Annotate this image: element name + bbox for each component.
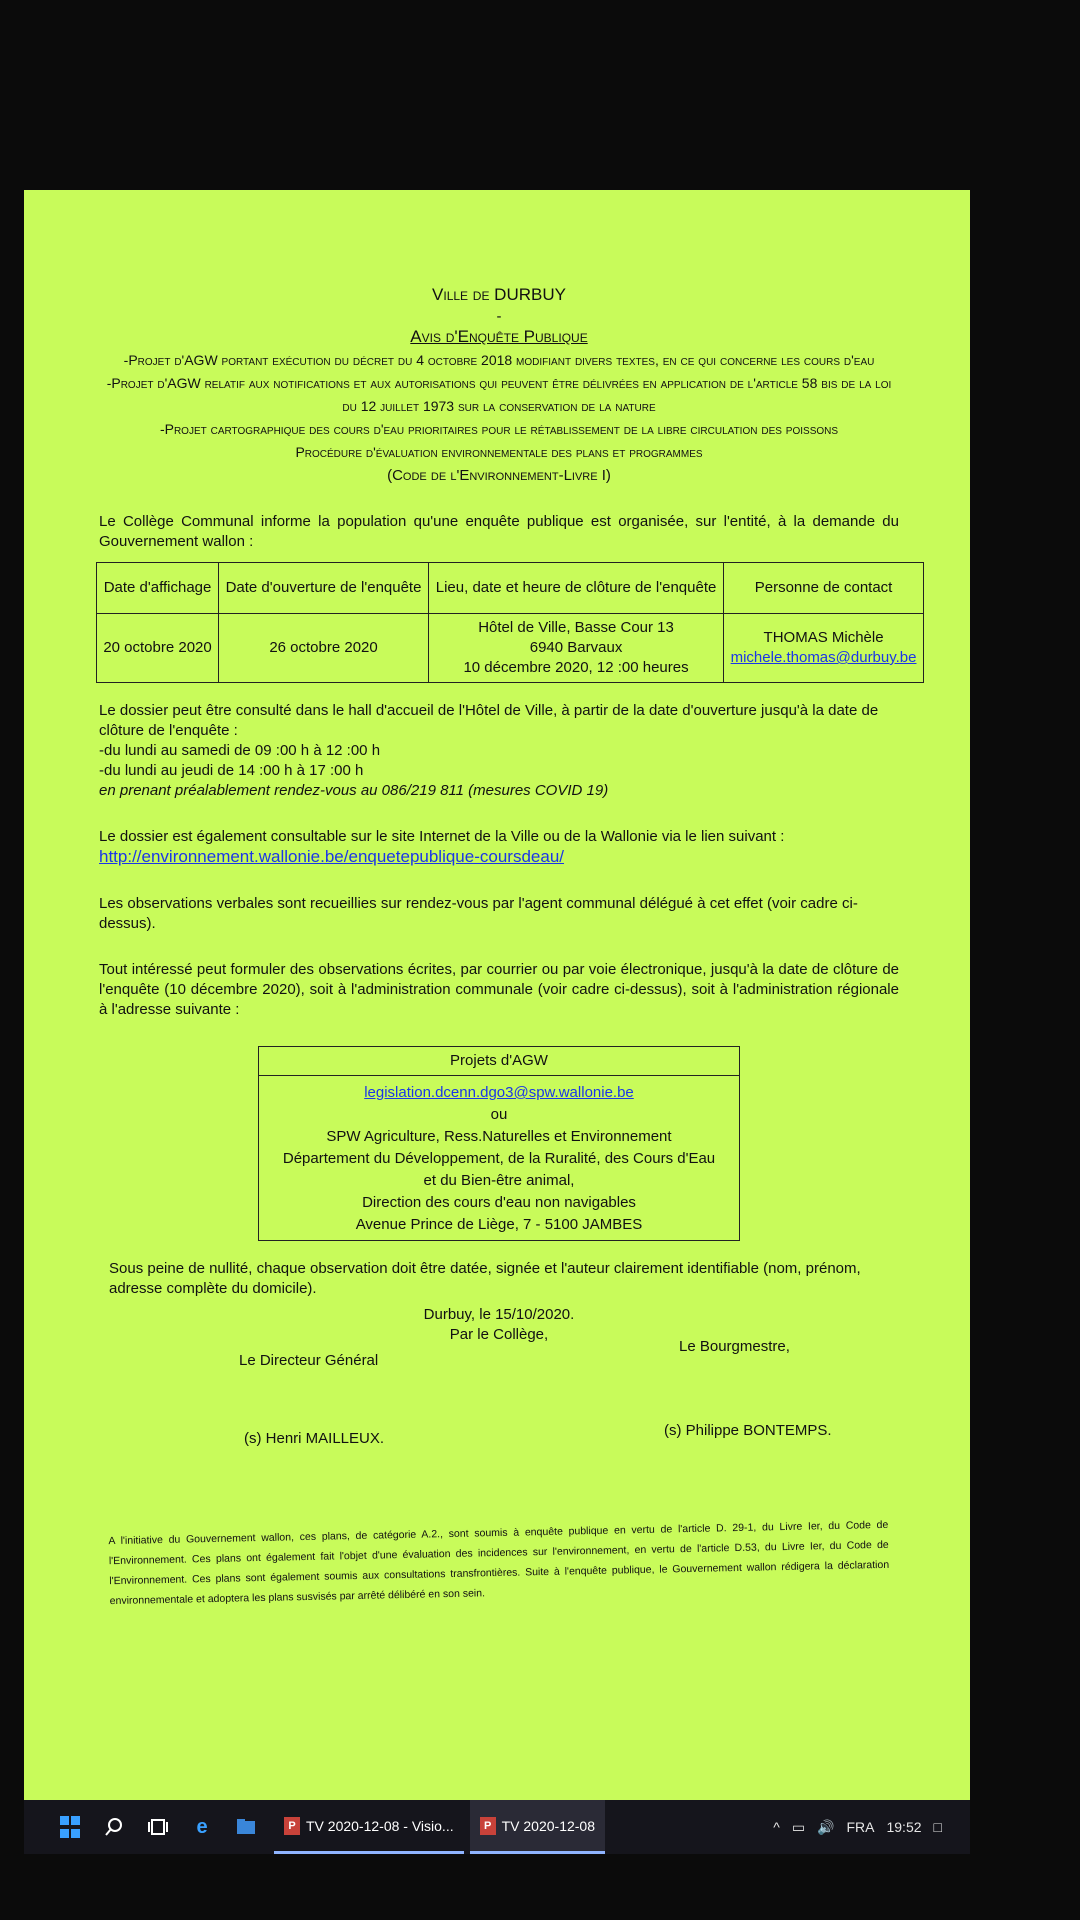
header-display-date: Date d'affichage — [97, 563, 219, 614]
public-notice-document — [99, 285, 917, 1608]
taskbar-app-presentation[interactable] — [470, 1800, 605, 1854]
agw-or: ou — [490, 1106, 508, 1123]
verbal-observations: Les observations verbales sont recueillies sur rendez-vous par l'agent communal délégué à cet effet (voir cadre ci-dessus). — [99, 895, 858, 932]
clock[interactable]: 19:52 — [886, 1819, 922, 1835]
agw-line-5: Avenue Prince de Liège, 7 - 5100 JAMBES — [355, 1216, 643, 1233]
hours-line-2: -du lundi au jeudi de 14 :00 h à 17 :00 h — [99, 762, 364, 779]
display-date: 20 octobre 2020 — [97, 614, 219, 683]
town-name: Ville de DURBUY — [432, 285, 566, 304]
director-title: Le Directeur Général — [239, 1352, 379, 1369]
procedure-line: Procédure d'évaluation environnementale des plans et programmes — [295, 444, 703, 460]
agw-box-title: Projets d'AGW — [259, 1047, 739, 1076]
notifications-icon[interactable]: □ — [933, 1819, 942, 1835]
agw-line-3: et du Bien-être animal, — [423, 1172, 575, 1189]
written-observations: Tout intéressé peut formuler des observations écrites, par courrier ou par voie électronique, jusqu'à la date de clôture de l'enquête (10 décembre 2020), soit à l'administration communale (voir cadre ci-dessus), soit à l'administration régionale à l'adresse suivante : — [99, 961, 899, 1018]
mayor-title: Le Bourgmestre, — [679, 1338, 790, 1355]
agw-line-1: SPW Agriculture, Ress.Naturelles et Environnement — [326, 1128, 672, 1145]
title-dash: - — [496, 308, 502, 325]
agw-line-2: Département du Développement, de la Ruralité, des Cours d'Eau — [282, 1150, 716, 1167]
hours-line-1: -du lundi au samedi de 09 :00 h à 12 :00 h — [99, 742, 381, 759]
windows-icon[interactable] — [58, 1815, 82, 1839]
search-icon[interactable] — [102, 1815, 126, 1839]
appointment-line: en prenant préalablement rendez-vous au 086/219 811 (mesures COVID 19) — [99, 782, 609, 799]
taskbar-app-label: TV 2020-12-08 - Visio... — [306, 1817, 454, 1834]
place-line-1: Hôtel de Ville, Basse Cour 13 — [478, 619, 674, 636]
project-line-3: -Projet cartographique des cours d'eau prioritaires pour le rétablissement de la libre circulation des poissons — [159, 421, 839, 437]
mayor-signature: (s) Philippe BONTEMPS. — [664, 1422, 832, 1439]
agw-line-4: Direction des cours d'eau non navigables — [362, 1194, 636, 1211]
header-opening-date: Date d'ouverture de l'enquête — [219, 563, 429, 614]
monitor-screen — [24, 190, 970, 1810]
project-line-2: -Projet d'AGW relatif aux notifications et aux autorisations qui peuvent être délivrées en application de l'article 58 bis de la loi du 12 juillet 1973 sur la conservation de la nature — [106, 375, 892, 414]
file-explorer-icon[interactable] — [234, 1815, 258, 1839]
place-line-2: 6940 Barvaux — [529, 639, 623, 656]
taskbar-app-label: TV 2020-12-08 — [501, 1817, 596, 1834]
intro-paragraph: Le Collège Communal informe la population qu'une enquête publique est organisée, sur l'entité, à la demande du Gouvernement wallon : — [99, 513, 899, 550]
closing-place — [429, 614, 724, 683]
by-college: Par le Collège, — [449, 1326, 549, 1343]
place-date: Durbuy, le 15/10/2020. — [423, 1306, 575, 1323]
agw-email-link[interactable]: legislation.dcenn.dgo3@spw.wallonie.be — [364, 1084, 634, 1101]
taskbar-app-visio[interactable] — [274, 1800, 464, 1854]
consult-paragraph: Le dossier peut être consulté dans le hall d'accueil de l'Hôtel de Ville, à partir de la date d'ouverture jusqu'à la date de clôture de l'enquête : — [99, 702, 879, 739]
contact-person — [724, 614, 924, 683]
enquiry-info-table — [96, 562, 924, 683]
network-icon[interactable]: ▭ — [791, 1818, 806, 1835]
director-signature: (s) Henri MAILLEUX. — [244, 1430, 385, 1447]
footnote: A l'initiative du Gouvernement wallon, ces plans, de catégorie A.2., sont soumis à enquête publique en vertu de l'article D. 29-1, du Livre Ier, du Code de l'Environnement. Ces plans ont également fait l'objet d'une évaluation des incidences sur l'environnement, en vertu de l'article D.53, du Livre Ier, du Code de l'Environnement. Ces plans sont également soumis aux consultations transfrontières. Suite à l'enquête publique, le Gouvernement wallon rédigera la déclaration environnementale et adoptera les plans susvisés par arrêté délibéré en son sein. — [108, 1518, 890, 1608]
powerpoint-icon: P — [480, 1817, 496, 1835]
windows-taskbar — [24, 1800, 970, 1854]
language-indicator[interactable]: FRA — [846, 1819, 875, 1835]
powerpoint-icon: P — [284, 1817, 300, 1835]
contact-name: THOMAS Michèle — [763, 629, 884, 646]
opening-date: 26 octobre 2020 — [219, 614, 429, 683]
notice-title: Avis d'Enquête Publique — [410, 327, 588, 346]
website-link[interactable]: http://environnement.wallonie.be/enquetepublique-coursdeau/ — [99, 847, 564, 866]
chevron-up-icon[interactable]: ^ — [773, 1819, 780, 1835]
header-contact: Personne de contact — [724, 563, 924, 614]
table-row — [97, 614, 924, 683]
place-line-3: 10 décembre 2020, 12 :00 heures — [463, 659, 689, 676]
volume-icon[interactable]: 🔊 — [817, 1818, 835, 1835]
task-view-icon[interactable] — [146, 1815, 170, 1839]
header-closing-place: Lieu, date et heure de clôture de l'enquête — [429, 563, 724, 614]
contact-email-link[interactable]: michele.thomas@durbuy.be — [730, 649, 917, 666]
nullity-paragraph: Sous peine de nullité, chaque observation doit être datée, signée et l'auteur clairement identifiable (nom, prénom, adresse complète du domicile). — [109, 1260, 861, 1297]
system-tray — [773, 1819, 942, 1836]
edge-icon[interactable]: e — [196, 1815, 208, 1838]
agw-address-box — [258, 1046, 740, 1241]
code-reference: (Code de l'Environnement-Livre I) — [387, 467, 611, 484]
project-line-1: -Projet d'AGW portant exécution du décret du 4 octobre 2018 modifiant divers textes, en ce qui concerne les cours d'eau — [123, 352, 875, 368]
website-paragraph: Le dossier est également consultable sur le site Internet de la Ville ou de la Wallonie via le lien suivant : — [99, 828, 785, 845]
